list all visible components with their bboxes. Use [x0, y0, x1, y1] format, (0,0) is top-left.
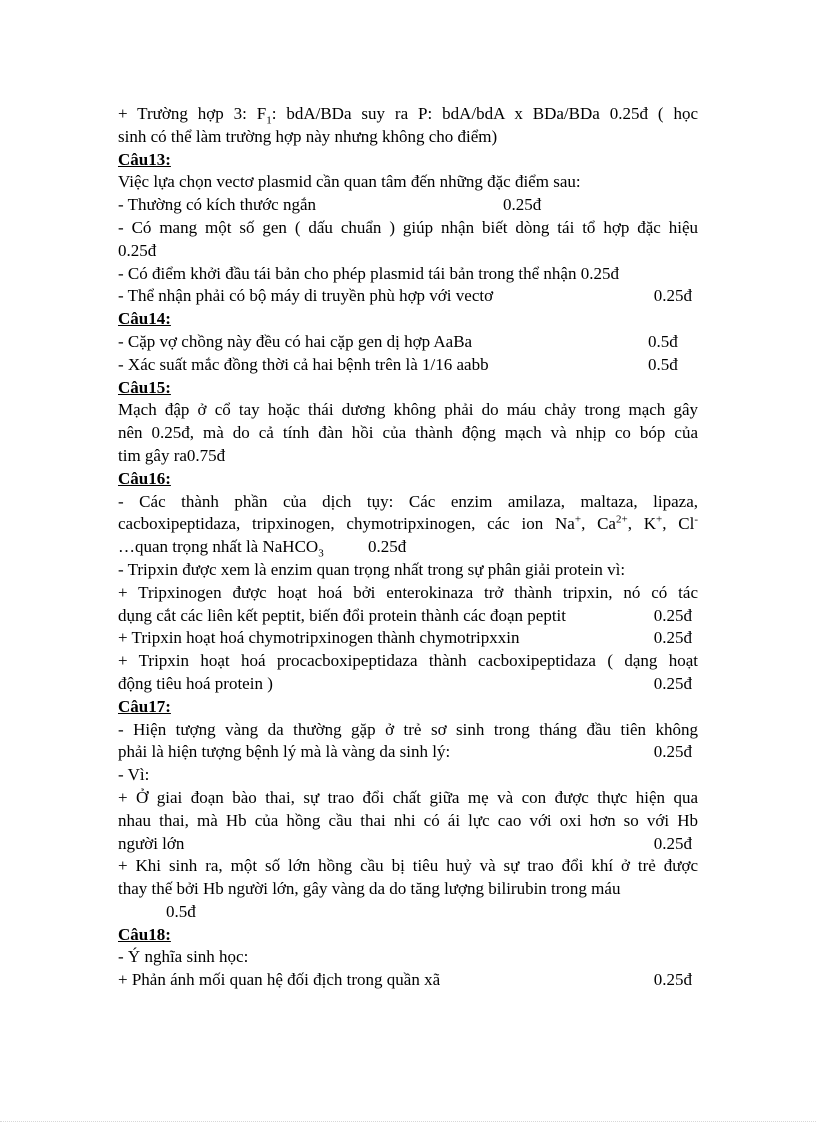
text-line: thay thế bởi Hb người lớn, gây vàng da do tăng lượng bilirubin trong máu	[118, 879, 621, 899]
text-line: + Phản ánh mối quan hệ đối địch trong quần xã 0.25đ	[118, 969, 698, 992]
score: 0.5đ	[648, 331, 678, 351]
text-line: phải là hiện tượng bệnh lý mà là vàng da sinh lý: 0.25đ	[118, 741, 698, 764]
text-line: nên 0.25đ, mà do cả tính đàn hồi của thành động mạch và nhịp co bóp của	[118, 423, 698, 443]
score: 0.25đ	[653, 628, 692, 648]
score: 0.25đ	[653, 742, 692, 762]
text-line: + Tripxinogen được hoạt hoá bởi enterokinaza trở thành tripxin, nó có tác	[118, 582, 698, 602]
score: 0.25đ	[503, 195, 542, 215]
text-line: cacboxipeptidaza, tripxinogen, chymotripxinogen, các ion Na+, $Ca^{2+}$, K+, Cl-	[118, 513, 698, 534]
text-line: dụng cắt các liên kết peptit, biến đổi protein thành các đoạn peptit 0.25đ	[118, 605, 698, 628]
question-heading-17: Câu17:	[118, 696, 171, 716]
text-line: động tiêu hoá protein ) 0.25đ	[118, 673, 698, 696]
score: 0.25đ	[653, 673, 692, 693]
score: 0.5đ	[648, 354, 678, 374]
score: 0.25đ	[653, 833, 692, 853]
text-line: - Có mang một số gen ( dấu chuẩn ) giúp nhận biết dòng tái tổ hợp đặc hiệu	[118, 217, 698, 237]
text-line: - Xác suất mắc đồng thời cả hai bệnh trên là 1/16 aabb 0.5đ	[118, 354, 698, 377]
text-line: - Các thành phần của dịch tụy: Các enzim amilaza, maltaza, lipaza,	[118, 491, 698, 511]
text-line: + Khi sinh ra, một số lớn hồng cầu bị tiêu huỷ và sự trao đổi khí ở trẻ được	[118, 856, 698, 876]
text-line: sinh có thể làm trường hợp này nhưng không cho điểm)	[118, 126, 498, 146]
text-line: - Ý nghĩa sinh học:	[118, 947, 249, 967]
text-line: Mạch đập ở cổ tay hoặc thái dương không phải do máu chảy trong mạch gây	[118, 400, 698, 420]
score: 0.25đ	[653, 605, 692, 625]
text-line: Việc lựa chọn vectơ plasmid cần quan tâm đến những đặc điểm sau:	[118, 172, 581, 192]
score: 0.5đ	[166, 901, 196, 921]
question-heading-14: Câu14:	[118, 309, 171, 329]
text-line: + Ở giai đoạn bào thai, sự trao đổi chất giữa mẹ và con được thực hiện qua	[118, 787, 698, 807]
text-line: - Hiện tượng vàng da thường gặp ở trẻ sơ sinh trong tháng đầu tiên không	[118, 719, 698, 739]
question-heading-13: Câu13:	[118, 149, 171, 169]
text-line: người lớn 0.25đ	[118, 833, 698, 856]
score: 0.25đ	[368, 537, 407, 557]
text-line: - Có điểm khởi đầu tái bản cho phép plasmid tái bản trong thể nhận 0.25đ	[118, 263, 619, 283]
score: 0.25đ	[653, 286, 692, 306]
document-body	[118, 103, 698, 992]
score: 0.25đ	[118, 240, 157, 260]
text-line: nhau thai, mà Hb của hồng cầu thai nhi có ái lực cao với oxi hơn so với Hb	[118, 810, 698, 830]
text-line: + Tripxin hoạt hoá chymotripxinogen thành chymotripxxin 0.25đ	[118, 627, 698, 650]
text-line: …quan trọng nhất là NaHCO$_3$ 0.25đ	[118, 537, 407, 560]
score: 0.25đ	[653, 970, 692, 990]
text-line: - Cặp vợ chồng này đều có hai cặp gen dị hợp AaBa 0.5đ	[118, 331, 698, 354]
text-line: + Tripxin hoạt hoá procacboxipeptidaza thành cacboxipeptidaza ( dạng hoạt	[118, 651, 698, 671]
text-line: - Thường có kích thước ngắn 0.25đ	[118, 194, 698, 217]
text-line: - Vì:	[118, 765, 150, 785]
text-line: - Tripxin được xem là enzim quan trọng nhất trong sự phân giải protein vì:	[118, 559, 626, 579]
text-line: - Thể nhận phải có bộ máy di truyền phù hợp với vectơ 0.25đ	[118, 285, 698, 308]
question-heading-18: Câu18:	[118, 924, 171, 944]
question-heading-15: Câu15:	[118, 377, 171, 397]
page-bottom-divider	[0, 1121, 816, 1122]
question-heading-16: Câu16:	[118, 468, 171, 488]
text-line: + Trường hợp 3: $F_1$: bdA/BDa suy ra P: bdA/bdA x BDa/BDa 0.25đ ( học	[118, 104, 698, 126]
text-line: tim gây ra0.75đ	[118, 445, 226, 465]
